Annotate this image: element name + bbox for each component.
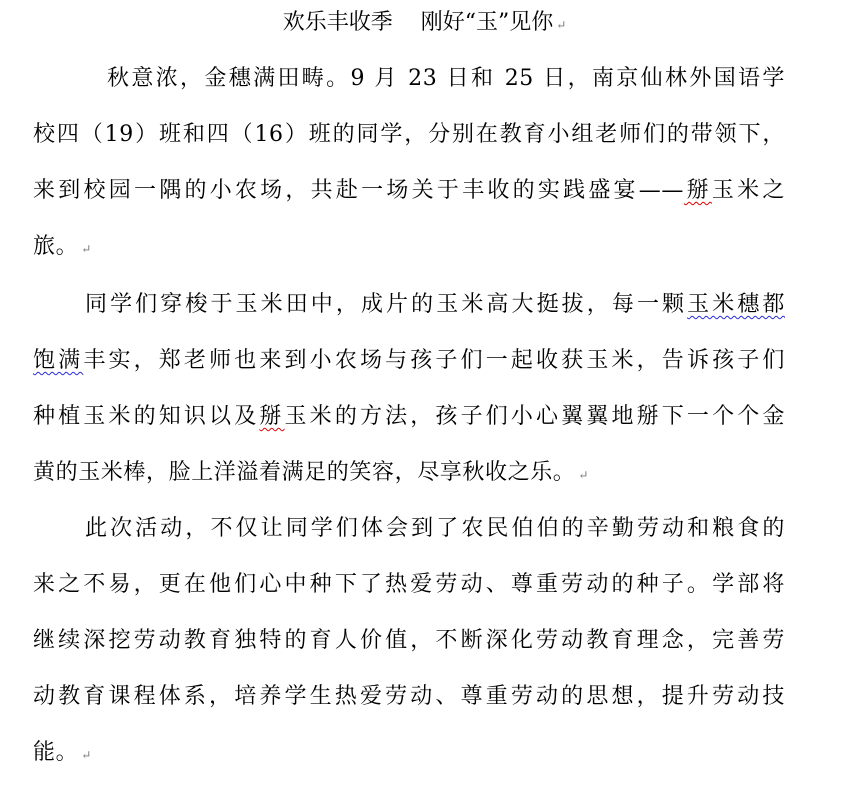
paragraph-3-line-2 (33, 570, 785, 600)
paragraph-3-line-3 (33, 626, 785, 656)
text-run: 同学们穿梭于玉米田中，成片的玉米高大挺拔，每一颗 (85, 292, 688, 317)
paragraph-1-line-2 (33, 120, 785, 150)
text-run: 玉米的方法，孩子们小心翼翼地掰下一个个金 (284, 404, 785, 429)
grammar-underlined-phrase: 玉米穗都 (687, 292, 785, 317)
paragraph-2-line-2 (33, 346, 785, 376)
paragraph-2-line-4 (33, 458, 785, 490)
paragraph-1-line-1 (33, 64, 785, 94)
paragraph-mark-icon: ↵ (578, 468, 589, 482)
paragraph-1-line-3 (33, 176, 785, 206)
text-run: 校四（19）班和四（16）班的同学，分别在教育小组老师们的带领下， (33, 122, 785, 147)
paragraph-mark-icon: ↵ (81, 748, 92, 762)
paragraph-mark-icon: ↵ (81, 242, 92, 256)
paragraph-3-line-5 (33, 738, 785, 770)
spellcheck-underlined-word: 掰 (684, 178, 712, 203)
text-run: 旅。 (33, 234, 79, 259)
paragraph-3-line-4 (33, 682, 785, 712)
text-run: 动教育课程体系，培养学生热爱劳动、尊重劳动的思想，提升劳动技 (33, 684, 785, 709)
spellcheck-underlined-word: 掰 (259, 404, 285, 429)
text-run: 丰实，郑老师也来到小农场与孩子们一起收获玉米，告诉孩子们 (83, 348, 785, 373)
text-run: 来到校园一隅的小农场，共赴一场关于丰收的实践盛宴—— (33, 178, 685, 203)
title-part-1: 欢乐丰收季 (282, 10, 393, 35)
text-run: 能。 (33, 740, 79, 765)
text-run: 继续深挖劳动教育独特的育人价值，不断深化劳动教育理念，完善劳 (33, 628, 785, 653)
text-run: 黄的玉米棒，脸上洋溢着满足的笑容，尽享秋收之乐。 (33, 460, 576, 485)
text-run: 秋意浓，金穗满田畴。9 月 23 日和 25 日，南京仙林外国语学 (107, 66, 785, 91)
grammar-underlined-phrase: 饱满 (33, 348, 84, 373)
text-run: 来之不易，更在他们心中种下了热爱劳动、尊重劳动的种子。学部将 (33, 572, 785, 597)
paragraph-3-line-1 (33, 514, 785, 544)
paragraph-2-line-1 (33, 290, 785, 320)
paragraph-2-line-3 (33, 402, 785, 432)
text-run: 种植玉米的知识以及 (33, 404, 260, 429)
document-title (0, 8, 849, 40)
text-run: 玉米之 (711, 178, 785, 203)
title-part-2: 刚好“玉”见你 (420, 10, 554, 35)
paragraph-1-line-4 (33, 232, 785, 264)
text-run: 此次活动，不仅让同学们体会到了农民伯伯的辛勤劳动和粮食的 (85, 516, 785, 541)
paragraph-mark-icon: ↵ (556, 18, 567, 32)
